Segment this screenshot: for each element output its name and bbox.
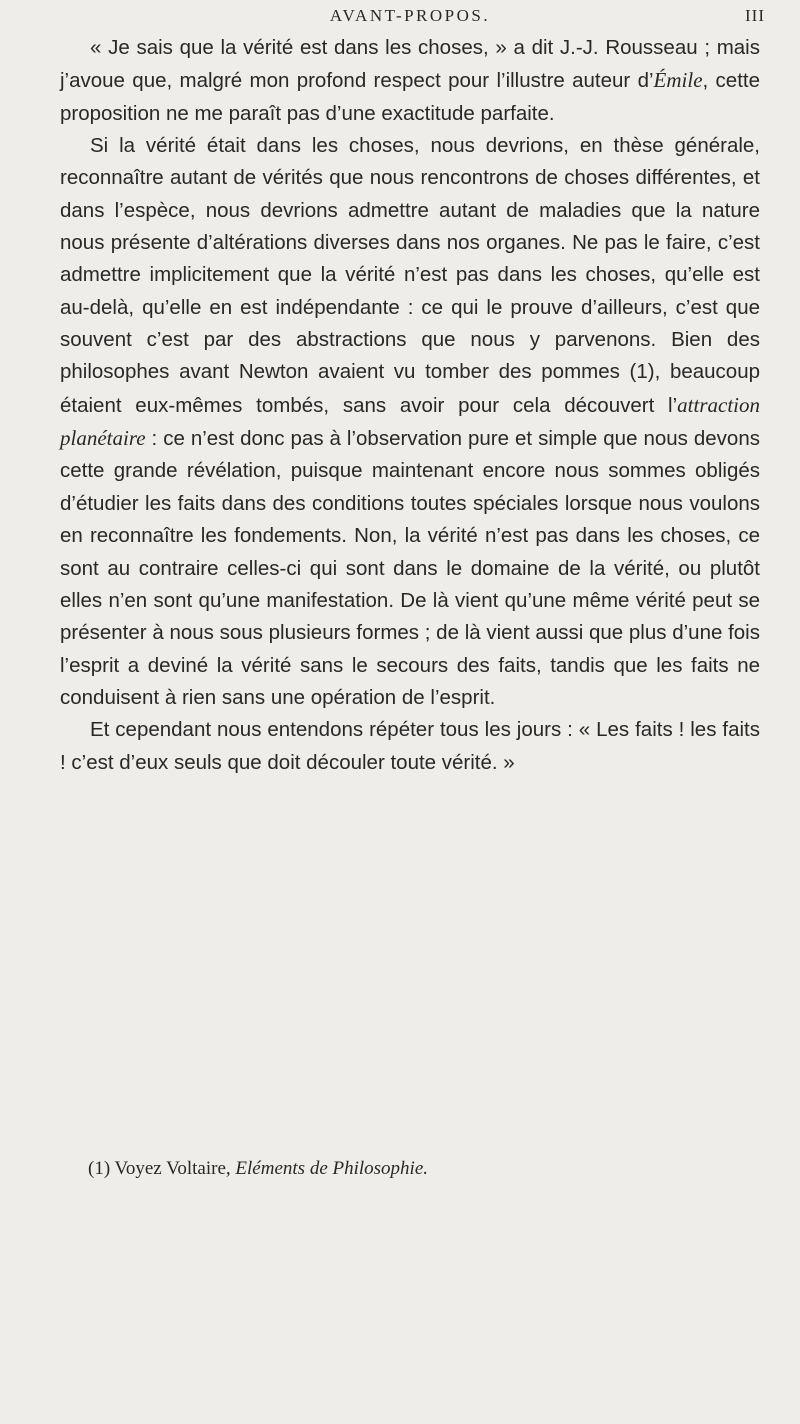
italic-title-emile: Émile bbox=[653, 68, 703, 93]
footnote-text: (1) Voyez Voltaire, bbox=[88, 1158, 236, 1179]
body-text bbox=[60, 32, 760, 779]
paragraph-verite-argument bbox=[60, 130, 760, 714]
footnote bbox=[88, 1158, 428, 1180]
page-number: III bbox=[745, 6, 765, 25]
paragraph-rousseau-quote bbox=[60, 32, 760, 130]
paragraph-text: , cette proposition ne me paraît pas d’une exactitude parfaite. bbox=[60, 69, 760, 125]
paragraph-text: « Je sais que la vérité est dans les choses, » a dit J.-J. Rousseau ; mais j’avoue que, malgré mon profond respect pour l’illustre auteur d’ bbox=[60, 36, 760, 93]
footnote-italic-title: Eléments de Philosophie. bbox=[235, 1158, 429, 1179]
paragraph-text: : ce n’est donc pas à l’observation pure et simple que nous devons cette grande révélation, puisque maintenant encore nous sommes obligés d’étudier les faits dans des conditions toutes spéciales lorsque nous voulons en reconnaître les fondements. Non, la vérité n’est pas dans les choses, ce sont au contraire celles-ci qui sont dans le domaine de la vérité, ou plutôt elles n’en sont qu’une manifestation. De là vient qu’une même vérité peut se présenter à nous sous plusieurs formes ; de là vient aussi que plus d’une fois l’esprit a deviné la vérité sans le secours des faits, tandis que les faits ne conduisent à rien sans une opération de l’esprit. bbox=[60, 427, 760, 709]
running-title: AVANT-PROPOS. bbox=[329, 6, 491, 25]
paragraph-les-faits bbox=[60, 714, 760, 779]
paragraph-text: Si la vérité était dans les choses, nous devrions, en thèse générale, reconnaître autant de vérités que nous rencontrons de choses différentes, et dans l’espèce, nous devrions admettre autant de maladies que la nature nous présente d’altérations diverses dans nos organes. Ne pas le faire, c’est admettre implicitement que la vérité n’est pas dans les choses, qu’elle est au-delà, qu’elle en est indépendante : ce qui le prouve d’ailleurs, c’est que souvent c’est par des abstractions que nous y parvenons. Bien des philosophes avant Newton avaient vu tomber des pommes (1), beaucoup étaient eux-mêmes tombés, sans avoir pour cela découvert l’ bbox=[60, 134, 760, 417]
paragraph-text: Et cependant nous entendons répéter tous les jours : « Les faits ! les faits ! c’est d’eux seuls que doit découler toute vérité. » bbox=[60, 718, 760, 774]
italic-term-attraction: attraction planétaire bbox=[60, 392, 760, 451]
